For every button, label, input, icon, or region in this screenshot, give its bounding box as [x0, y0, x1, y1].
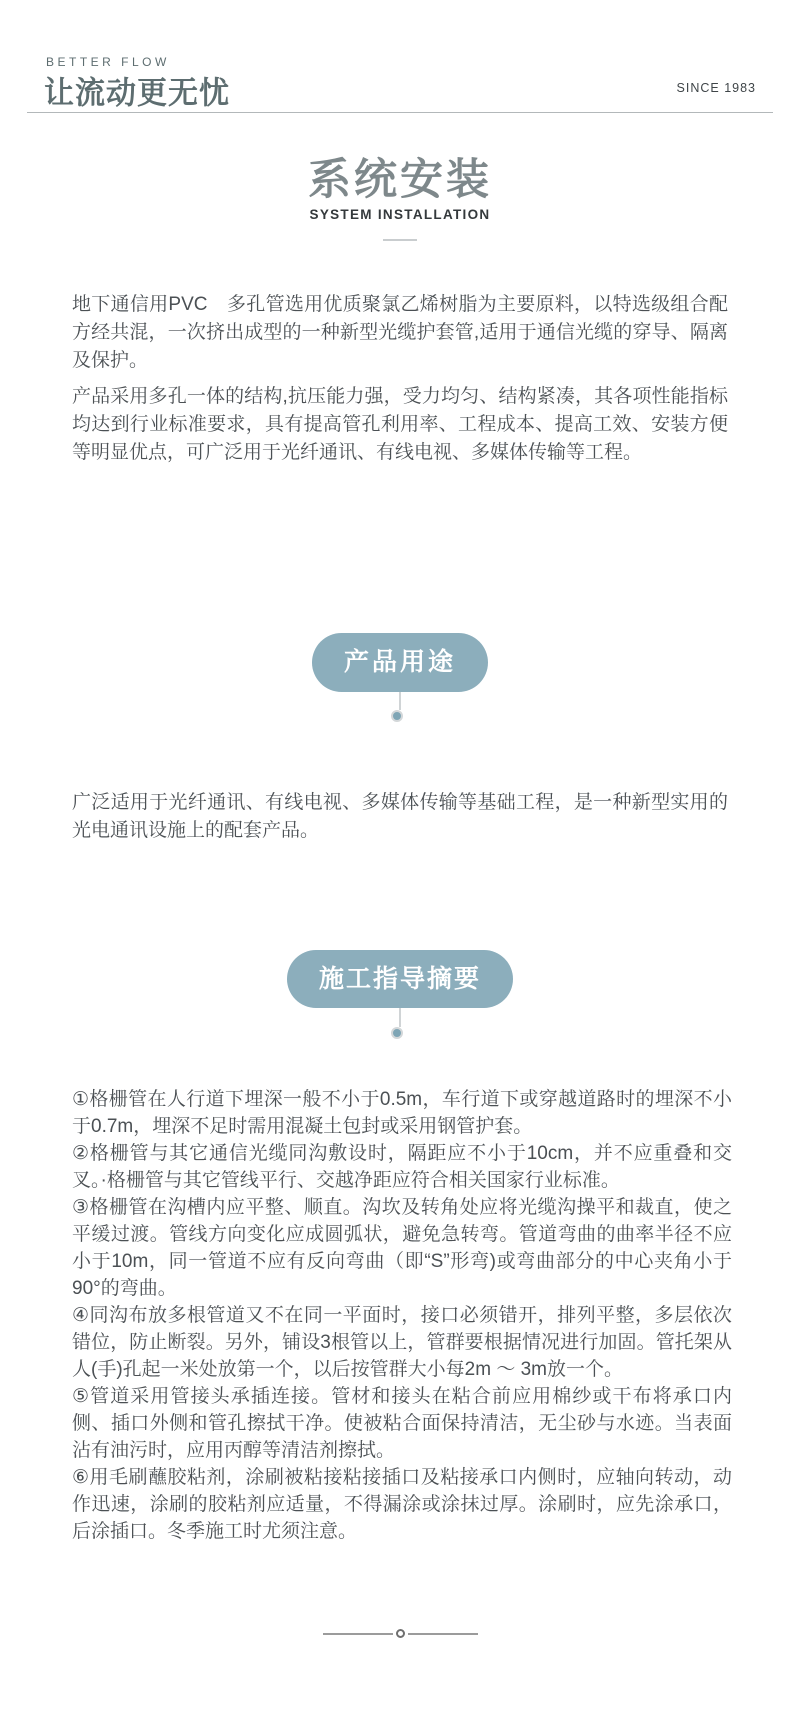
timeline-dot-icon [391, 710, 403, 722]
page-subtitle: SYSTEM INSTALLATION [309, 207, 491, 222]
header-divider [27, 112, 773, 113]
intro-paragraph-2: 产品采用多孔一体的结构,抗压能力强，受力均匀、结构紧凑，其各项性能指标均达到行业标准要求，具有提高管孔利用率、工程成本、提高工效、安装方便等明显优点，可广泛用于光纤通讯、有线电视、多媒体传输等工程。 [72, 386, 728, 463]
intro-paragraph-1: 地下通信用PVC 多孔管选用优质聚氯乙烯树脂为主要原料，以特选级组合配方经共混，一次挤出成型的一种新型光缆护套管,适用于通信光缆的穿导、隔离及保护。 [72, 294, 728, 371]
footer-line [408, 1633, 478, 1635]
guide-item: ②格栅管与其它通信光缆同沟敷设时，隔距应不小于10cm，并不应重叠和交叉。·格栅管与其它管线平行、交越净距应符合相关国家行业标准。 [72, 1143, 732, 1191]
timeline-line [399, 1008, 401, 1027]
footer-circle-icon [396, 1629, 405, 1638]
guide-item: ⑥用毛刷蘸胶粘剂，涂刷被粘接粘接插口及粘接承口内侧时，应轴向转动，动作迅速，涂刷的胶粘剂应适量，不得漏涂或涂抹过厚。涂刷时，应先涂承口，后涂插口。冬季施工时尤须注意。 [72, 1467, 732, 1542]
timeline-line [399, 692, 401, 710]
footer-divider [0, 1629, 800, 1638]
page-title: 系统安装 [308, 156, 492, 204]
guide-item: ③格栅管在沟槽内应平整、顺直。沟坎及转角处应将光缆沟操平和裁直，使之平缓过渡。管线方向变化应成圆弧状，避免急转弯。管道弯曲的曲率半径不应小于10m，同一管道不应有反向弯曲（即“S”形弯)或弯曲部分的中心夹角小于90°的弯曲。 [72, 1197, 732, 1299]
footer-line [323, 1633, 393, 1635]
guide-item: ①格栅管在人行道下埋深一般不小于0.5m，车行道下或穿越道路时的埋深不小于0.7m，埋深不足时需用混凝土包封或采用钢管护套。 [72, 1089, 732, 1137]
timeline-dot-icon [391, 1027, 403, 1039]
guide-list [72, 1086, 732, 1545]
brand-logo: 让流动更无忧 [44, 76, 230, 111]
guide-item: ⑤管道采用管接头承插连接。管材和接头在粘合前应用棉纱或干布将承口内侧、插口外侧和管孔擦拭干净。使被粘合面保持清洁，无尘砂与水迹。当表面沾有油污时，应用丙醇等清洁剂擦拭。 [72, 1386, 732, 1461]
title-divider [383, 239, 417, 241]
since-label: SINCE 1983 [676, 81, 756, 95]
brand-tagline: BETTER FLOW [46, 55, 170, 69]
construction-guide-badge: 施工指导摘要 [287, 950, 513, 1008]
guide-item: ④同沟布放多根管道又不在同一平面时，接口必须错开，排列平整，多层依次错位，防止断裂。另外，铺设3根管以上，管群要根据情况进行加固。管托架从人(手)孔起一米处放第一个，以后按管群大小每2m ～ 3m放一个。 [72, 1305, 732, 1380]
product-usage-badge: 产品用途 [312, 633, 488, 692]
usage-paragraph: 广泛适用于光纤通讯、有线电视、多媒体传输等基础工程，是一种新型实用的光电通讯设施上的配套产品。 [72, 792, 728, 841]
